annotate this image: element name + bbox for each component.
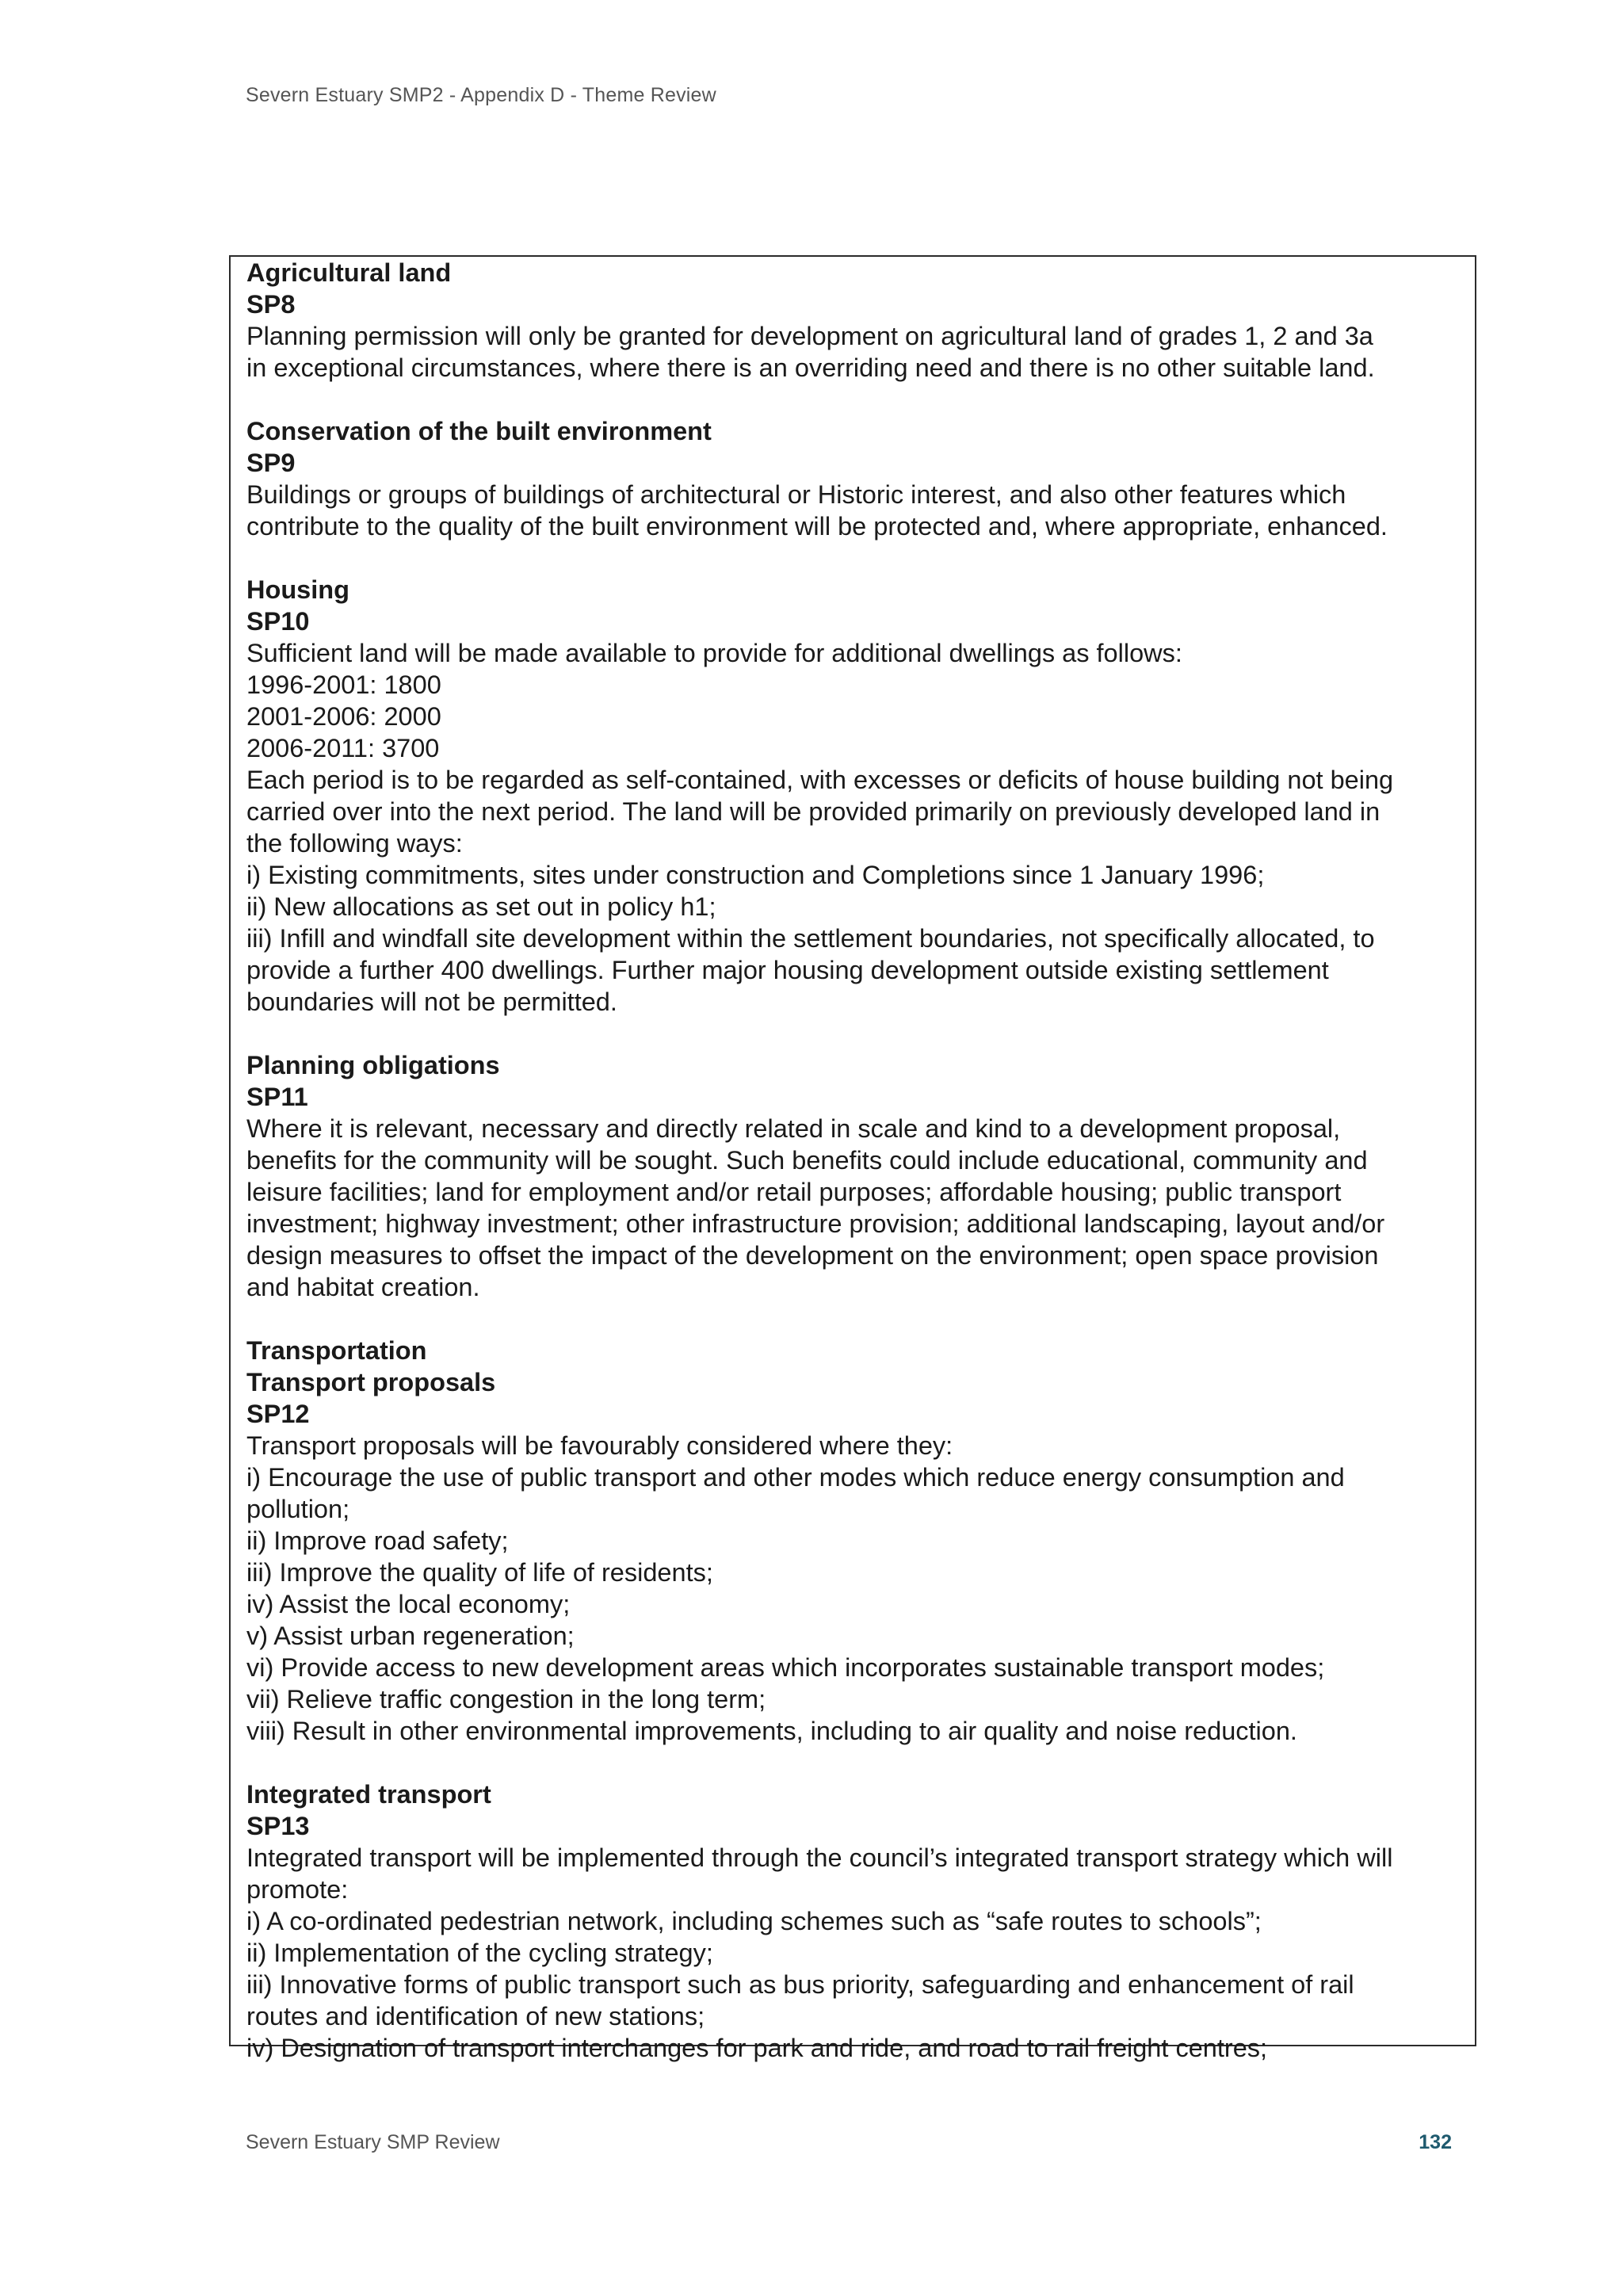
section-conservation (246, 415, 1459, 542)
policy-text-line: i) Encourage the use of public transport and other modes which reduce energy consumption and (246, 1463, 1345, 1492)
policy-text-line: Integrated transport will be implemented through the council’s integrated transport strategy which will (246, 1843, 1393, 1872)
policy-text-line: 2006-2011: 3700 (246, 734, 440, 762)
section-planning-obligations (246, 1049, 1459, 1303)
policy-text-line: carried over into the next period. The land will be provided primarily on previously developed land in (246, 797, 1381, 826)
policy-text-line: contribute to the quality of the built environment will be protected and, where appropriate, enhanced. (246, 512, 1388, 541)
policy-text-line: Where it is relevant, necessary and directly related in scale and kind to a development proposal, (246, 1114, 1341, 1143)
section-housing (246, 574, 1459, 1018)
policy-text-line: i) A co-ordinated pedestrian network, including schemes such as “safe routes to schools”; (246, 1907, 1262, 1935)
section-title: Integrated transport (246, 1780, 491, 1809)
policy-text-line: Planning permission will only be granted for development on agricultural land of grades 1, 2 and 3a (246, 322, 1373, 350)
policy-text-line: provide a further 400 dwellings. Further major housing development outside existing settlement (246, 956, 1329, 984)
section-spacer (246, 384, 1459, 415)
policy-text-line: viii) Result in other environmental improvements, including to air quality and noise reduction. (246, 1717, 1297, 1745)
policy-text-line: leisure facilities; land for employment and/or retail purposes; affordable housing; public transport (246, 1178, 1342, 1206)
policy-text-line: and habitat creation. (246, 1273, 480, 1301)
section-spacer (246, 1303, 1459, 1335)
policy-text-line: iii) Innovative forms of public transport such as bus priority, safeguarding and enhancement of rail (246, 1970, 1354, 1999)
policy-code: SP9 (246, 449, 296, 477)
policy-text-line: iv) Assist the local economy; (246, 1590, 571, 1618)
policy-text-line: Buildings or groups of buildings of architectural or Historic interest, and also other features which (246, 480, 1346, 509)
policy-text-line: iii) Infill and windfall site development within the settlement boundaries, not specifically allocated, to (246, 924, 1375, 953)
policy-content-box (229, 255, 1476, 2062)
section-title: Agricultural land (246, 258, 452, 287)
section-title: Housing (246, 575, 349, 604)
policy-text-line: investment; highway investment; other infrastructure provision; additional landscaping, layout and/or (246, 1209, 1385, 1238)
policy-code: SP12 (246, 1400, 310, 1428)
running-footer: Severn Estuary SMP Review (246, 2131, 500, 2153)
policy-code: SP8 (246, 290, 296, 319)
policy-text-line: the following ways: (246, 829, 463, 858)
section-spacer (246, 1747, 1459, 1778)
policy-text-line: ii) Improve road safety; (246, 1526, 509, 1555)
section-transportation (246, 1335, 1459, 1747)
section-subtitle: Transport proposals (246, 1368, 496, 1396)
policy-text-line: pollution; (246, 1495, 350, 1523)
policy-text-line: Sufficient land will be made available to provide for additional dwellings as follows: (246, 639, 1182, 667)
policy-text-line: vii) Relieve traffic congestion in the long term; (246, 1685, 766, 1713)
section-integrated-transport (246, 1778, 1459, 2064)
policy-text-line: boundaries will not be permitted. (246, 988, 617, 1016)
section-spacer (246, 1018, 1459, 1049)
section-title: Planning obligations (246, 1051, 500, 1079)
policy-text-line: i) Existing commitments, sites under construction and Completions since 1 January 1996; (246, 861, 1265, 889)
policy-text-line: design measures to offset the impact of the development on the environment; open space provision (246, 1241, 1379, 1270)
section-spacer (246, 542, 1459, 574)
policy-text-line: iv) Designation of transport interchanges for park and ride, and road to rail freight centres; (246, 2034, 1268, 2062)
policy-text-line: ii) Implementation of the cycling strategy; (246, 1939, 713, 1967)
policy-code: SP11 (246, 1083, 308, 1111)
running-header: Severn Estuary SMP2 - Appendix D - Theme Review (246, 84, 716, 106)
policy-text-line: in exceptional circumstances, where there is an overriding need and there is no other suitable land. (246, 353, 1375, 382)
policy-text-line: benefits for the community will be sought. Such benefits could include educational, community and (246, 1146, 1368, 1175)
policy-code: SP10 (246, 607, 310, 636)
policy-text-line: vi) Provide access to new development areas which incorporates sustainable transport modes; (246, 1653, 1325, 1682)
policy-text-line: Each period is to be regarded as self-contained, with excesses or deficits of house building not being (246, 766, 1394, 794)
section-agricultural-land (246, 257, 1459, 384)
policy-text-line: v) Assist urban regeneration; (246, 1622, 575, 1650)
policy-code: SP13 (246, 1812, 310, 1840)
policy-text-line: ii) New allocations as set out in policy h1; (246, 892, 716, 921)
policy-text-line: 1996-2001: 1800 (246, 670, 441, 699)
policy-text-line: 2001-2006: 2000 (246, 702, 441, 731)
policy-text-line: promote: (246, 1875, 349, 1904)
section-title: Transportation (246, 1336, 427, 1365)
section-title: Conservation of the built environment (246, 417, 712, 445)
policy-text-line: Transport proposals will be favourably considered where they: (246, 1431, 953, 1460)
page-number: 132 (1419, 2131, 1452, 2153)
policy-text-line: routes and identification of new stations; (246, 2002, 705, 2030)
policy-text-line: iii) Improve the quality of life of residents; (246, 1558, 713, 1587)
